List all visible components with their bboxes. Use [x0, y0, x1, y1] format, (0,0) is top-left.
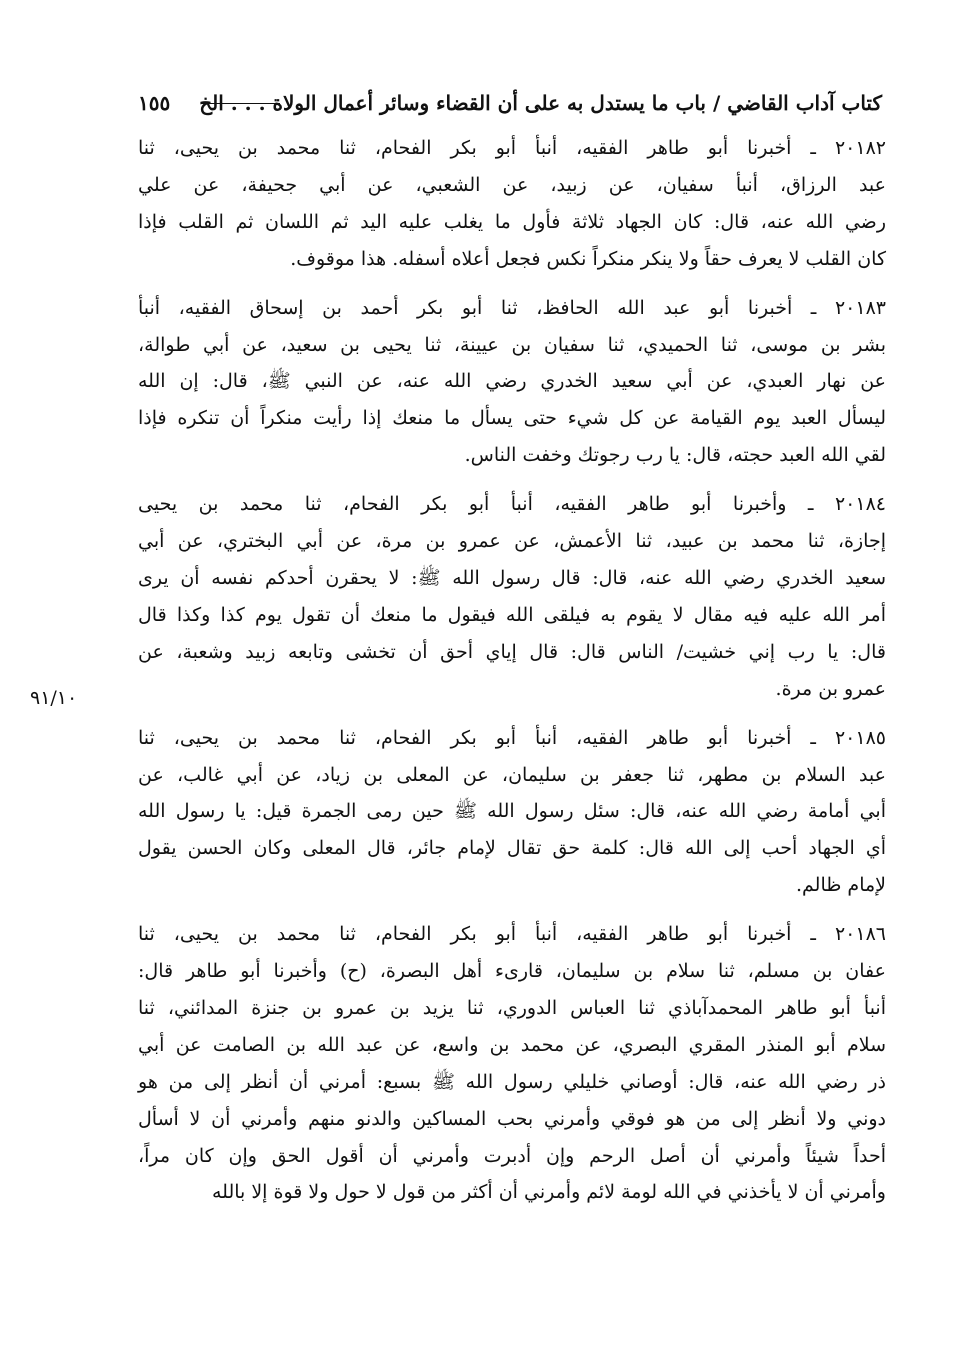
- text-line: عمرو بن مرة.: [775, 677, 886, 700]
- text-line: دوني ولا أنظر إلى من هو فوقي وأمرني بحب المساكين والدنو منهم وأمرني أن لا أسأل: [138, 1107, 886, 1130]
- text-line: عفان بن مسلم، ثنا سلام بن سليمان، قارىء أهل البصرة، (ح) وأخبرنا أبو طاهر قال:: [138, 960, 886, 983]
- text-line: سعيد الخدري رضي الله عنه، قال: قال رسول الله ﷺ: لا يحقرن أحدكم نفسه أن يرى: [138, 566, 887, 589]
- text-line: ٢٠١٨٦ ـ أخبرنا أبو طاهر الفقيه، أنبأ أبو بكر الفحام، ثنا محمد بن يحيى، ثنا: [138, 923, 886, 946]
- text-line: وأمرني أن لا يأخذني في الله لومة لائم وأمرني أن أكثر من قول لا حول ولا قوة إلا بالله: [211, 1181, 886, 1204]
- text-line: أمر الله عليه فيه مقال لا يقوم به فيلقى الله فيقول ما منعك أن تقول يوم كذا وكذا قال: [138, 603, 886, 626]
- text-line: كان القلب لا يعرف حقاً ولا ينكر منكراً نكس فجعل أعلاه أسفله. هذا موقوف.: [290, 247, 886, 270]
- text-line: عبد الرزاق، أنبأ سفيان، عن زبيد، عن الشعبي، عن أبي جحيفة، عن علي: [138, 173, 886, 196]
- text-line: ٢٠١٨٤ ـ وأخبرنا أبو طاهر الفقيه، أنبأ أبو بكر الفحام، ثنا محمد بن يحيى: [138, 493, 886, 516]
- margin-note: ٩١/١٠: [30, 687, 78, 709]
- running-header: [138, 86, 882, 120]
- text-line: ليسأل العبد يوم القيامة عن كل شيء حتى يسأل ما منعك إذا رأيت منكراً أن تنكره فإذا: [138, 407, 886, 430]
- header-rule: [202, 103, 280, 104]
- text-line: لقي الله العبد حجته، قال: يا رب رجوتك وخفت الناس.: [464, 444, 886, 467]
- text-line: رضي الله عنه، قال: كان الجهاد ثلاثة فأول ما يغلب عليه اليد ثم اللسان ثم القلب فإذا: [138, 210, 886, 233]
- text-line: عن نهار العبدي، عن أبي سعيد الخدري رضي الله عنه، عن النبي ﷺ، قال: إن الله: [138, 370, 886, 393]
- text-line: أحداً شيئاً وأمرني أن أصل الرحم وإن أدبرت وأمرني أن أقول الحق وإن كان مراً،: [138, 1144, 886, 1167]
- hadith-paragraph: [138, 720, 886, 905]
- text-line: سلام أبو المنذر المقري البصري، عن محمد بن واسع، عن عبد الله بن الصامت عن أبي: [138, 1033, 886, 1056]
- hadith-paragraph: [138, 486, 886, 707]
- text-line: عبد السلام بن مطهر، ثنا جعفر بن سليمان، عن المعلى بن زياد، عن أبي غالب، عن: [138, 763, 886, 786]
- body-text: [138, 130, 886, 1223]
- text-line: ٢٠١٨٥ ـ أخبرنا أبو طاهر الفقيه، أنبأ أبو بكر الفحام، ثنا محمد بن يحيى، ثنا: [138, 726, 886, 749]
- hadith-paragraph: [138, 290, 886, 475]
- text-line: بشر بن موسى، ثنا الحميدي، ثنا سفيان بن عيينة، ثنا يحيى بن سعيد، عن أبي طوالة،: [138, 333, 886, 356]
- text-line: أبي أمامة رضي الله عنه، قال: سئل رسول الله ﷺ حين رمى الجمرة قيل: يا رسول الله: [138, 800, 886, 823]
- hadith-paragraph: [138, 916, 886, 1211]
- text-line: أنبأ أبو طاهر المحمدآباذي ثنا العباس الدوري، ثنا يزيد بن عمرو بن جنزة المدائني، ثنا: [138, 996, 886, 1019]
- text-line: ذر رضي الله عنه، قال: أوصاني خليلي رسول الله ﷺ بسبع: أمرني أن أنظر إلى من هو: [138, 1070, 886, 1093]
- hadith-paragraph: [138, 130, 886, 278]
- text-line: أي الجهاد أحب إلى الله قال: كلمة حق تقال لإمام جائر، قال المعلى وكان الحسن يقول: [138, 837, 886, 860]
- text-line: لإمام ظالم.: [796, 874, 886, 897]
- text-line: ٢٠١٨٢ ـ أخبرنا أبو طاهر الفقيه، أنبأ أبو بكر الفحام، ثنا محمد بن يحيى، ثنا: [138, 137, 886, 159]
- page-number: ١٥٥: [138, 91, 171, 115]
- text-line: إجازة، ثنا محمد بن عبيد، ثنا الأعمش، عن عمرو بن مرة، عن أبي البختري، عن أبي: [138, 530, 886, 553]
- text-line: قال: يا رب إني خشيت/ الناس قال: قال إياي أحق أن تخشى وتابعه زبيد وشعبة، عن: [138, 640, 886, 663]
- header-title: كتاب آداب القاضي / باب ما يستدل به على أن القضاء وسائر أعمال الولاة . . . الخ: [199, 91, 882, 115]
- text-line: ٢٠١٨٣ ـ أخبرنا أبو عبد الله الحافظ، ثنا أبو بكر أحمد بن إسحاق الفقيه، أنبأ: [138, 296, 886, 319]
